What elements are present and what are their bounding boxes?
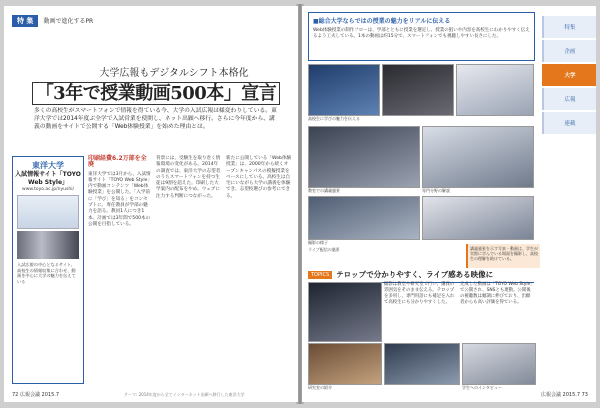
index-tab: 広報: [542, 88, 596, 110]
article-lead: 多くの高校生がスマートフォンで情報を得ている今、大学の入試広報は様変わりしている。東洋大学では2014年度ぶ全学で入試営業を使開し、ネット出願へ移行。さらに今年度から、講義の動画をサイトで公開する「Web体験授業」を始めた理由とは。: [34, 108, 277, 131]
right-column-2: 完成した動画は「TOYO Web Style」で公開され、SNSとも連動。公開後の視聴数は順調に伸びており、出願者からも高い評価を得ている。: [460, 282, 533, 305]
photo-caption: 学生へのインタビュー: [462, 385, 502, 390]
body-column-3: [226, 156, 292, 200]
photo-caption-frame-3: [462, 343, 536, 385]
website-banner-image: [17, 231, 79, 259]
sidebox-url: www.toyo.ac.jp/nyushi/: [22, 187, 74, 192]
photo-lecture: [308, 64, 380, 116]
page-number-right: 広報会議 2015.7 73: [540, 392, 588, 398]
section-index-tabs: [542, 16, 596, 136]
column-subhead: 印刷経費6.2万部を全廃: [88, 155, 147, 169]
photo-caption-frame-2: [384, 343, 460, 385]
photo-live: [422, 196, 534, 240]
sidebox-note: 入試広報の中心となるサイト。高校生の情報収集に合わせ、動画を中心に大学の魅力を伝えている: [17, 262, 76, 284]
topics-subhead: [308, 269, 534, 283]
photo-classroom: [382, 64, 454, 116]
photo-caption: 専門分野の解説: [422, 188, 450, 193]
body-column-2: [156, 156, 222, 200]
index-tab: 特集: [542, 16, 596, 38]
right-page: [302, 6, 596, 402]
column-text: 東洋大学では3月から、入試情報サイト「TOYO Web Style」内で動画コンテンツ「Web体験授業」を公開した。「入学前に「学び」を知る」をコンセプトに、専任教員が学部の魅力を語る。教員1人につき1本、計画では3年間で500本の公開を目指している。: [88, 171, 151, 227]
photo-caption: 高校生に学びの魅力を伝える: [308, 116, 360, 121]
index-tab: 企画: [542, 40, 596, 62]
topics-pill: TOPICS: [308, 271, 332, 279]
left-page: [4, 6, 298, 402]
feature-box: [308, 12, 535, 61]
photo-interview: [308, 282, 382, 342]
sidebox-title: 入試情報サイト「TOYO Web Style」: [15, 171, 81, 186]
article-headline: [26, 79, 286, 105]
photo-students: [422, 126, 534, 188]
photo-caption: 教室での講義風景: [308, 188, 340, 193]
photo-lab: [308, 126, 420, 188]
orange-callout: 講義風景を示す写真・動画は、学生が実際に学んでいる場面を撮影し、高校生の理解を助けている。: [466, 244, 540, 268]
feature-box-text: Web体験授業の制作フローは、学部とともに授業を選定し、授業の狙いや内容を高校生にわかりやすく伝えるよう工夫している。1本の動画は約15分で、スマートフォンでも視聴しやすい長さにした。: [313, 28, 530, 39]
article-kicker: 大学広報もデジタルシフト本格化: [99, 68, 249, 79]
photo-caption: ライブ配信の風景: [308, 247, 340, 252]
feature-box-heading: ■総合大学ならではの授業の魅力をリアルに伝える: [313, 18, 451, 25]
page-number-left: 72 広報会議 2015.7: [12, 392, 60, 398]
body-column-1: [88, 156, 152, 228]
sidebox-university-name: 東洋大学: [32, 161, 64, 170]
footer-note: テーマ: 2014年度から全てインターネット出願へ移行した東洋大学: [124, 392, 245, 397]
photo-filming: [308, 196, 420, 240]
website-screenshot-image: [17, 195, 79, 229]
index-tab: 連載: [542, 112, 596, 134]
section-subtitle: 動画で進化するPR: [43, 18, 94, 25]
photo-caption-frame-1: [308, 343, 382, 385]
section-header: [12, 14, 93, 27]
column-text: 新たに公開している「Web体験授業」は、2000年から続くオープンキャンパスの模擬授業をベースにしている。高校生は自宅にいながら大学の講義を体験でき、志望校選びの参考にできる。: [226, 156, 292, 199]
section-tag: 特 集: [12, 15, 38, 27]
column-text: 背景には、受験生を取り巻く情報環境の変化がある。2014年の調査では、東洋大学の志望者のうちスマートフォンを持つ生徒は9割を超えた。印刷した大学案内の配布をやめ、ウェブに注力する判断につながった。: [156, 156, 221, 199]
topics-title: テロップで分かりやすく、ライブ感ある映像に: [336, 270, 494, 279]
university-sidebox: [12, 156, 84, 384]
headline-text: 「3年で授業動画500本」宣言: [32, 82, 281, 105]
photo-caption: 撮影の様子: [308, 240, 328, 245]
index-tab-active: 大学: [542, 64, 596, 86]
right-column-1: 撮影は教室や研究室で行い、講義の雰囲気をそのまま伝える。テロップを多用し、専門用語にも補足を入れて高校生にも分かりやすくした。: [384, 282, 455, 305]
photo-caption: 研究室の紹介: [308, 385, 332, 390]
photo-presenter: [456, 64, 534, 116]
